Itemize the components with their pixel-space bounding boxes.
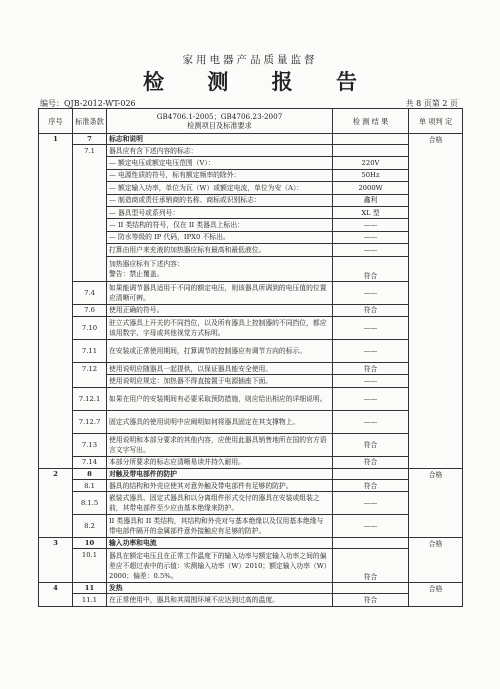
table-row: 7.12 使用说明应随器具一起提供，以保证器具能安全使用。 符合 <box>39 362 463 374</box>
table-row: 7.12.1 如果在用户的安装期间有必要采取预防措施，则应给出相应的详细说明。 —— <box>39 387 463 410</box>
section-seq: 2 <box>39 469 73 538</box>
section-verdict: 合格 <box>409 538 463 583</box>
header-item <box>107 109 333 134</box>
table-row: — 电源性质的符号，标有额定频率的除外： 50Hz <box>39 169 463 181</box>
table-row: 7.6 使用正确的符号。 符合 <box>39 304 463 316</box>
table-row: — 器具型号或系列号： XL 型 <box>39 206 463 218</box>
section-clause: 8 <box>73 469 107 480</box>
table-row: — 额定电压或额定电压范围（V）： 220V <box>39 157 463 169</box>
document-number: 编号：QJB-2012-WT-026 <box>40 99 136 108</box>
section-clause: 10 <box>73 538 107 549</box>
table-row: 加热器应标有下述内容： 警告：禁止覆盖。 符合 <box>39 256 463 281</box>
table-row: 7.13 使用说明和本部分要求的其他内容，应使用此器具销售地所在国的官方语言文字写出。 符合 <box>39 433 463 456</box>
header-item-label: 检测项目及标准要求 <box>187 121 252 130</box>
table-row: 7.12.7 固定式器具的使用说明中应阐明如何将器具固定在其支撑物上。 —— <box>39 410 463 433</box>
table-row: 7.11 在安装或正常使用期间，打算调节的控制器应有调节方向的标示。 —— <box>39 339 463 362</box>
table-row: 11.1 在正常使用中，器具和其周围环境不应达到过高的温度。 符合 <box>39 594 463 606</box>
section-row <box>39 538 463 549</box>
org-title: 家用电器产品质量监督 <box>182 54 318 66</box>
page-info: 共 8 页第 2 页 <box>405 99 458 108</box>
section-row <box>39 134 463 145</box>
table-row: 7.4 如果能调节器具适用于不同的额定电压，则该器具所调到的电压值的位置应清晰可辨。 —— <box>39 281 463 304</box>
table-row: 使用说明应规定：加热器不得直接置于电源插座下面。 —— <box>39 375 463 387</box>
section-verdict: 合格 <box>409 469 463 538</box>
section-title: 发热 <box>107 583 333 594</box>
table-row: — 防水等级的 IP 代码，IPX0 不标出。 —— <box>39 231 463 243</box>
table-header-row <box>39 109 463 134</box>
section-row <box>39 583 463 594</box>
section-verdict: 合格 <box>409 134 463 469</box>
header-seq: 序号 <box>39 109 73 134</box>
table-row: 打算由用户来充液的加热器应标有最高和最低液位。 —— <box>39 244 463 256</box>
table-row: 8.1 器具的结构和外壳应使其对意外触及带电部件有足够的防护。 符合 <box>39 480 463 492</box>
header-result: 检 测 结 果 <box>333 109 409 134</box>
table-row: 7.10 驻立式器具上开关的不同挡位，以及所有器具上控制器的不同挡位，都应该用数字、字母或其他视觉方式标明。 —— <box>39 316 463 339</box>
section-title: 输入功率和电流 <box>107 538 333 549</box>
table-row: 8.1.5 嵌装式器具、固定式器具和以分离组件形式交付的器具在安装或组装之前，其带电部件至少应由基本绝缘来防护。 —— <box>39 492 463 515</box>
section-verdict: 合格 <box>409 583 463 606</box>
section-seq: 4 <box>39 583 73 606</box>
table-row: 7.14 本部分所要求的标志应清晰易读并持久耐用。 符合 <box>39 456 463 468</box>
table-row: 7.1 器具应有含下述内容的标志： <box>39 145 463 157</box>
header-verdict: 单 项判 定 <box>409 109 463 134</box>
section-seq: 3 <box>39 538 73 583</box>
section-row <box>39 469 463 480</box>
section-title: 标志和说明 <box>107 134 333 145</box>
section-clause: 7 <box>73 134 107 145</box>
table-row: 10.1 器具在额定电压且在正常工作温度下的输入功率与额定输入功率之间的偏差应不超过表中的示值：实测输入功率（W）2010；额定输入功率（W）2000；偏差：0.5%。 符合 <box>39 549 463 583</box>
section-clause: 11 <box>73 583 107 594</box>
header-clause: 标准条款 <box>73 109 107 134</box>
report-title: 检 测 报 告 <box>143 69 375 94</box>
section-seq: 1 <box>39 134 73 469</box>
table-row: — 制造商或责任承销商的名称、商标或识别标志： 鑫利 <box>39 194 463 206</box>
test-report-table <box>38 108 463 607</box>
section-title: 对触及带电部件的防护 <box>107 469 333 480</box>
table-row: — II 类结构的符号，仅在 II 类器具上标出： —— <box>39 219 463 231</box>
header-standard: GB4706.1-2005；GB4706.23-2007 <box>156 112 283 121</box>
table-row: — 额定输入功率，单位为瓦（W）或额定电流，单位为安（A）： 2000W <box>39 182 463 194</box>
table-row: 8.2 II 类器具和 II 类结构，其结构和外壳对与基本绝缘以及仅用基本绝缘与带电部件隔开的金属部件意外接触应有足够的防护。 —— <box>39 515 463 538</box>
